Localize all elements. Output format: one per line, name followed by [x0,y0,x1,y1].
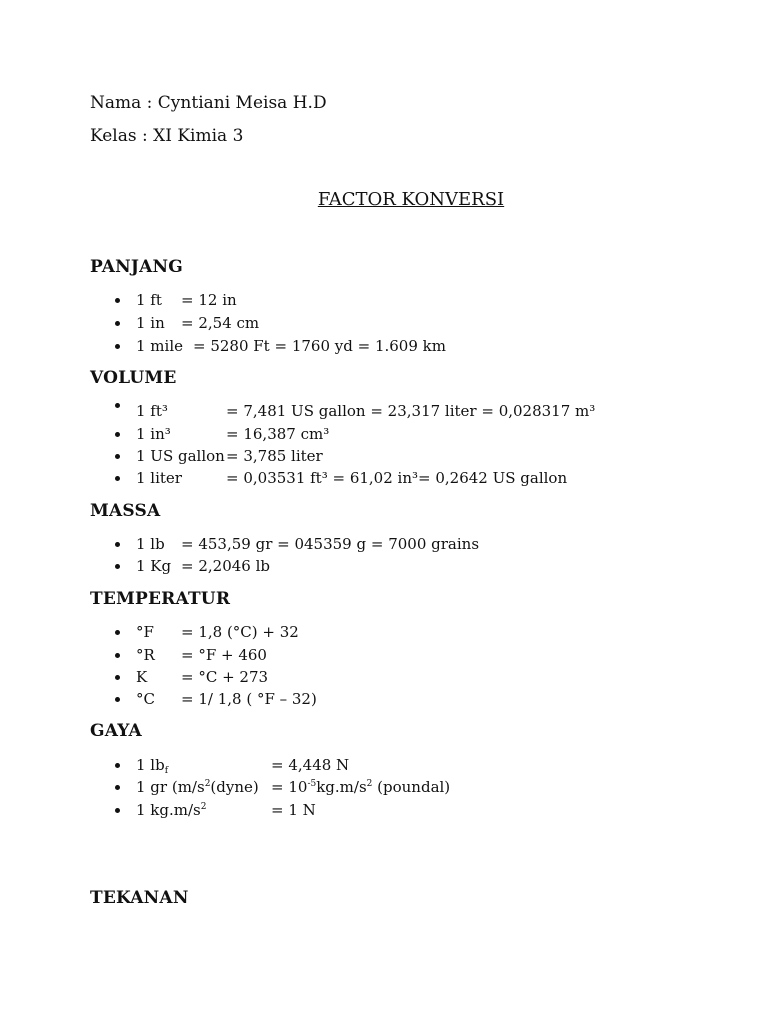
document-title: FACTOR KONVERSI [317,189,505,210]
bullet-icon [114,312,122,334]
bullet-icon [114,666,122,688]
section-heading-temperatur: TEMPERATUR [90,589,231,609]
student-name-line: Nama : Cyntiani Meisa H.D [90,93,327,113]
student-class-line: Kelas : XI Kimia 3 [90,126,244,146]
bullet-icon [114,445,122,467]
bullet-icon [114,776,122,798]
bullet-icon [114,533,122,555]
bullet-icon [114,799,122,821]
bullet-icon [114,400,122,422]
bullet-icon [114,555,122,577]
document-page: Nama : Cyntiani Meisa H.D Kelas : XI Kimia 3 FACTOR KONVERSI PANJANG 1 ft = 12 in 1 in = 2,54 cm 1 mile = 5280 Ft = 1760 yd = 1.609 km VOLUME 1 ft³ = 7,481 US gallon = 23,317 liter = 0,028317 m³ 1 in³ = 16,387 cm³ 1 US gallon = 3,785 liter 1 liter = 0,03531 ft³ = 61,02 in³= 0,2642 US gallon MASSA 1 lb = 453,59 gr = 045359 g = 7000 grains 1 Kg = 2,2046 lb TEMPERATUR °F = 1,8 (°C) + 32 °R = °F + 460 K = °C + 273 °C = 1/ 1,8 ( °F – 32) GAYA 1 $lb_f$ = 4,448 N 1 gr ($m/s^2(dyne)$ = $10^{-5}kg.m/s^2$ (poundal) 1 $kg.m/s^2$ = 1 N TEKANAN [0,0,768,1024]
section-heading-gaya: GAYA [90,721,142,741]
section-heading-volume: VOLUME [90,368,177,388]
bullet-icon [114,335,122,357]
bullet-icon [114,289,122,311]
section-heading-tekanan: TEKANAN [90,888,189,908]
bullet-icon [114,467,122,489]
bullet-icon [114,754,122,776]
bullet-icon [114,688,122,710]
bullet-icon [114,644,122,666]
bullet-icon [114,423,122,445]
bullet-icon [114,621,122,643]
section-heading-massa: MASSA [90,501,161,521]
section-heading-panjang: PANJANG [90,257,183,277]
